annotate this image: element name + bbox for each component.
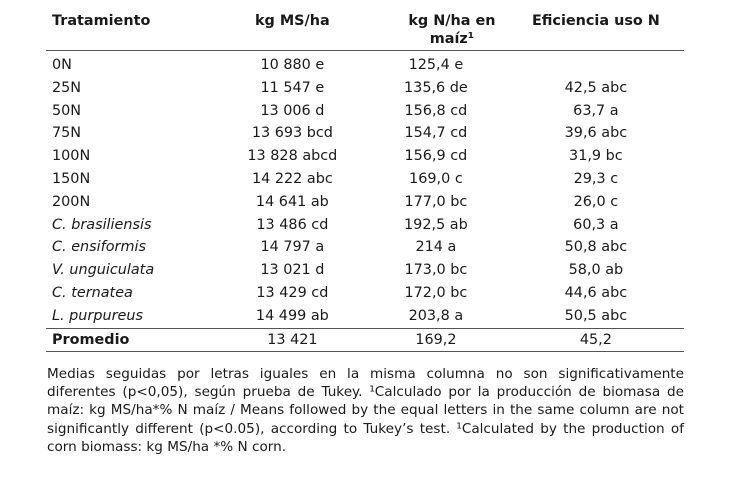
table-row xyxy=(46,191,684,214)
cell-kg-n: 173,0 bc xyxy=(404,262,468,279)
table-row xyxy=(46,77,684,100)
cell-tratamiento: L. purpureus xyxy=(52,307,143,324)
header-kg-n: kg N/ha en maíz¹ xyxy=(408,13,496,47)
cell-eficiencia: 50,8 abc xyxy=(564,239,628,256)
table-body xyxy=(46,51,684,352)
promedio-row xyxy=(46,328,684,351)
cell-eficiencia: 63,7 a xyxy=(573,102,619,119)
cell-tratamiento: 200N xyxy=(52,193,91,210)
cell-tratamiento: 0N xyxy=(52,57,72,73)
cell-eficiencia: 58,0 ab xyxy=(568,262,624,279)
promedio-ms: 13 421 xyxy=(267,331,318,348)
cell-tratamiento: C. ensiformis xyxy=(52,239,146,256)
cell-eficiencia: 60,3 a xyxy=(573,216,619,233)
cell-tratamiento: C. ternatea xyxy=(52,284,133,301)
promedio-n: 169,2 xyxy=(415,331,457,348)
cell-kg-ms: 14 499 ab xyxy=(255,307,329,324)
cell-kg-ms: 13 486 cd xyxy=(256,216,329,233)
cell-kg-ms: 14 222 abc xyxy=(251,170,333,187)
cell-kg-ms: 14 797 a xyxy=(260,239,325,256)
cell-kg-n: 192,5 ab xyxy=(404,216,468,233)
results-table-container xyxy=(46,10,684,352)
cell-kg-n: 203,8 a xyxy=(408,307,464,324)
cell-kg-n: 156,8 cd xyxy=(404,102,468,119)
cell-kg-n: 214 a xyxy=(415,239,457,256)
cell-kg-ms: 14 641 ab xyxy=(255,193,329,210)
table-row xyxy=(46,100,684,123)
cell-eficiencia: 26,0 c xyxy=(573,193,619,210)
table-footnote: Medias seguidas por letras iguales en la misma columna no son significativamente diferentes (p<0,05), según prueba de Tukey. ¹Calculado por la producción de biomasa de maíz: kg MS/ha*% N maíz / Means followed by the equal letters in the same column are not significantly different (p<0.05), according to Tukey’s test. ¹Calculated by the production of corn biomass: kg MS/ha *% N corn. xyxy=(47,366,684,455)
table-row xyxy=(46,122,684,145)
table-row xyxy=(46,282,684,305)
table-row xyxy=(46,305,684,328)
cell-kg-n: 172,0 bc xyxy=(404,284,468,301)
cell-tratamiento: 50N xyxy=(52,102,82,119)
table-row xyxy=(46,236,684,259)
header-kg-ms: kg MS/ha xyxy=(254,13,330,29)
cell-kg-n: 177,0 bc xyxy=(404,193,468,210)
table-row xyxy=(46,168,684,191)
table-row xyxy=(46,259,684,282)
cell-tratamiento: C. brasiliensis xyxy=(52,216,152,233)
cell-kg-ms: 13 693 bcd xyxy=(251,125,333,142)
cell-kg-n: 169,0 c xyxy=(409,170,463,187)
table-row xyxy=(46,51,684,77)
cell-eficiencia: 44,6 abc xyxy=(564,284,628,301)
cell-kg-ms: 13 006 d xyxy=(260,102,325,119)
cell-eficiencia: 39,6 abc xyxy=(564,125,628,142)
cell-eficiencia: 50,5 abc xyxy=(564,307,628,324)
cell-kg-n: 156,9 cd xyxy=(404,148,468,165)
results-table xyxy=(46,10,684,352)
cell-tratamiento: 75N xyxy=(52,125,82,142)
cell-kg-ms: 13 828 abcd xyxy=(247,148,338,165)
cell-tratamiento: 150N xyxy=(52,170,91,187)
cell-kg-n: 154,7 cd xyxy=(404,125,468,142)
cell-tratamiento: V. unguiculata xyxy=(52,262,155,279)
cell-kg-ms: 11 547 e xyxy=(260,79,325,96)
header-tratamiento: Tratamiento xyxy=(52,13,151,29)
cell-eficiencia: 31,9 bc xyxy=(569,148,623,165)
cell-kg-ms: 13 429 cd xyxy=(256,284,329,301)
cell-eficiencia: 29,3 c xyxy=(573,170,619,187)
cell-kg-ms: 10 880 e xyxy=(260,57,325,73)
cell-tratamiento: 100N xyxy=(52,148,91,165)
promedio-label: Promedio xyxy=(52,331,130,348)
cell-eficiencia: 42,5 abc xyxy=(564,79,628,96)
cell-kg-ms: 13 021 d xyxy=(260,262,325,279)
table-row xyxy=(46,145,684,168)
cell-kg-n: 135,6 de xyxy=(404,79,468,96)
cell-tratamiento: 25N xyxy=(52,79,82,96)
cell-kg-n: 125,4 e xyxy=(408,57,464,73)
header-row xyxy=(46,10,684,51)
table-row xyxy=(46,214,684,237)
table-header xyxy=(46,10,684,51)
promedio-ef: 45,2 xyxy=(579,331,612,348)
header-eficiencia: Eficiencia uso N xyxy=(531,13,660,29)
cell-eficiencia xyxy=(508,51,684,77)
